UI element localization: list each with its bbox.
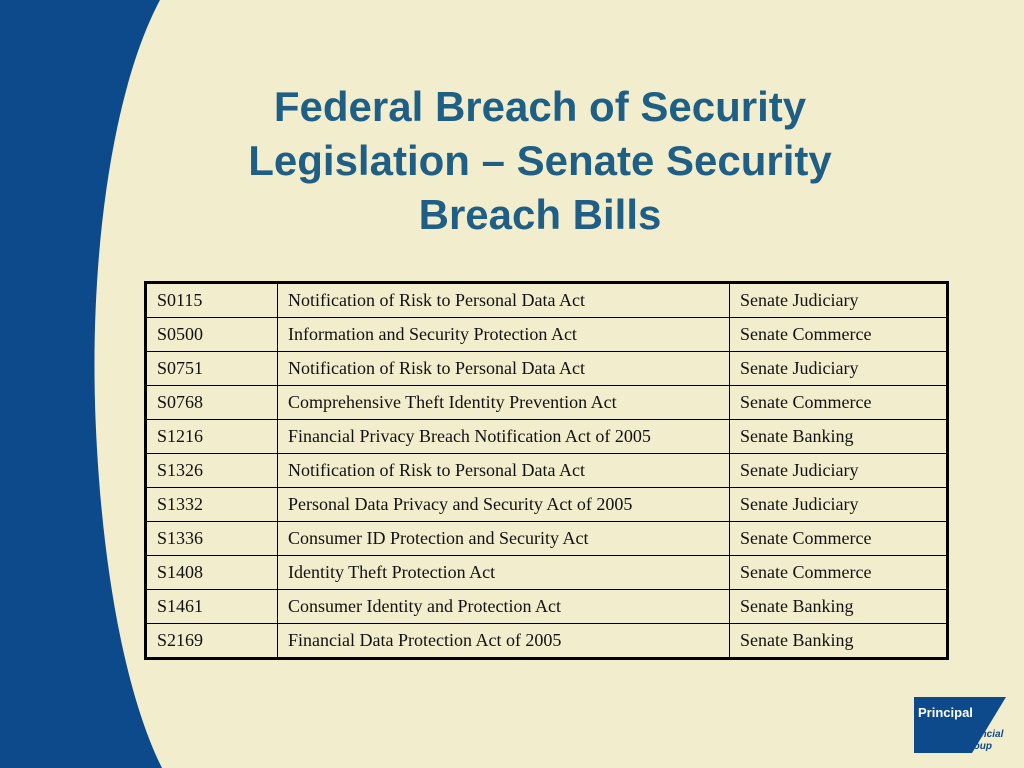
bill-name-cell: Identity Theft Protection Act <box>278 556 730 590</box>
bill-name-cell: Notification of Risk to Personal Data Act <box>278 352 730 386</box>
bill-id-cell: S1326 <box>146 454 278 488</box>
committee-cell: Senate Judiciary <box>730 352 948 386</box>
bill-id-cell: S0500 <box>146 318 278 352</box>
table-row <box>146 420 948 454</box>
bill-id-cell: S1336 <box>146 522 278 556</box>
bill-id-cell: S1461 <box>146 590 278 624</box>
table-row <box>146 454 948 488</box>
bill-name-cell: Consumer ID Protection and Security Act <box>278 522 730 556</box>
table-row <box>146 283 948 318</box>
committee-cell: Senate Banking <box>730 420 948 454</box>
committee-cell: Senate Judiciary <box>730 283 948 318</box>
bill-name-cell: Personal Data Privacy and Security Act of 2005 <box>278 488 730 522</box>
table-row <box>146 624 948 659</box>
table-row <box>146 318 948 352</box>
table-row <box>146 488 948 522</box>
committee-cell: Senate Commerce <box>730 556 948 590</box>
committee-cell: Senate Commerce <box>730 318 948 352</box>
committee-cell: Senate Banking <box>730 624 948 659</box>
bill-id-cell: S0751 <box>146 352 278 386</box>
committee-cell: Senate Commerce <box>730 386 948 420</box>
bill-name-cell: Information and Security Protection Act <box>278 318 730 352</box>
table-row <box>146 522 948 556</box>
bill-id-cell: S1216 <box>146 420 278 454</box>
principal-financial-group-logo <box>914 697 1006 753</box>
title-line-3: Breach Bills <box>418 191 662 238</box>
bill-name-cell: Comprehensive Theft Identity Prevention Act <box>278 386 730 420</box>
bill-name-cell: Notification of Risk to Personal Data Act <box>278 454 730 488</box>
table-row <box>146 556 948 590</box>
bills-table <box>144 281 949 660</box>
bill-id-cell: S0115 <box>146 283 278 318</box>
bill-id-cell: S1332 <box>146 488 278 522</box>
logo-line-1: Principal <box>918 705 973 720</box>
logo-line-3: Group <box>962 741 992 752</box>
title-line-1: Federal Breach of Security <box>273 83 807 130</box>
bill-name-cell: Consumer Identity and Protection Act <box>278 590 730 624</box>
title-line-2: Legislation – Senate Security <box>248 137 832 184</box>
committee-cell: Senate Commerce <box>730 522 948 556</box>
bill-name-cell: Notification of Risk to Personal Data Act <box>278 283 730 318</box>
committee-cell: Senate Judiciary <box>730 488 948 522</box>
slide-title <box>180 80 900 242</box>
committee-cell: Senate Judiciary <box>730 454 948 488</box>
table-row <box>146 352 948 386</box>
committee-cell: Senate Banking <box>730 590 948 624</box>
table-row <box>146 386 948 420</box>
bill-id-cell: S1408 <box>146 556 278 590</box>
bill-name-cell: Financial Privacy Breach Notification Act of 2005 <box>278 420 730 454</box>
bill-id-cell: S2169 <box>146 624 278 659</box>
table-row <box>146 590 948 624</box>
logo-line-2: Financial <box>960 729 1004 740</box>
bill-id-cell: S0768 <box>146 386 278 420</box>
bill-name-cell: Financial Data Protection Act of 2005 <box>278 624 730 659</box>
